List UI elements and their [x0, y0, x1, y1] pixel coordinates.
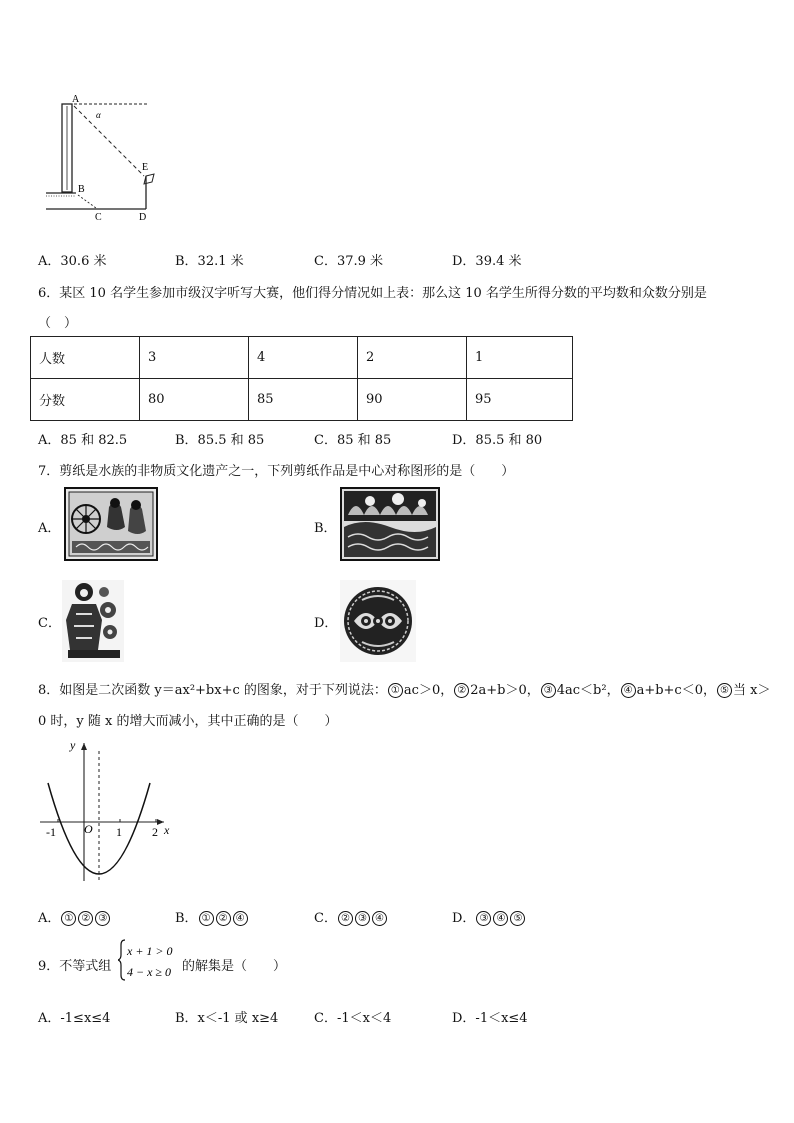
- claim-number: ②: [216, 911, 231, 926]
- q7-option-a-label[interactable]: A．: [38, 521, 61, 536]
- q6-question: 6．某区 10 名学生参加市级汉字听写大赛，他们得分情况如上表：那么这 10 名学生所得分数的平均数和众数分别是: [38, 286, 707, 301]
- label-alpha: α: [96, 110, 101, 120]
- q9-inequality-system: [118, 938, 180, 982]
- q8-intro: 8．如图是二次函数 y＝ax²+bx+c 的图象，对于下列说法：: [38, 683, 387, 698]
- q8-option-b[interactable]: [175, 907, 249, 926]
- table-row: [31, 337, 573, 379]
- claim-number: ③: [355, 911, 370, 926]
- table-cell: 1: [467, 337, 573, 379]
- claim-text: a+b+c＜0，: [636, 683, 716, 698]
- table-cell: 4: [249, 337, 358, 379]
- table-cell: 90: [358, 379, 467, 421]
- q6-option-c[interactable]: C．85 和 85: [314, 433, 392, 448]
- q9-option-a[interactable]: A．-1≤x≤4: [38, 1011, 111, 1026]
- q8-option-c[interactable]: [314, 907, 388, 926]
- q7-papercut-d[interactable]: [340, 580, 416, 662]
- claim-number: ④: [493, 911, 508, 926]
- table-row: [31, 379, 573, 421]
- claim-text: 2a+b＞0，: [470, 683, 540, 698]
- q7-papercut-a[interactable]: [64, 487, 158, 561]
- table-header-cell: 分数: [31, 379, 140, 421]
- option-letter: A．: [38, 911, 61, 926]
- q8-question-line2: 0 时，y 随 x 的增大而减小，其中正确的是（ ）: [38, 714, 338, 729]
- claim-number: ③: [541, 683, 556, 698]
- claim-number: ④: [621, 683, 636, 698]
- label-A: A: [72, 94, 80, 105]
- q6-score-table: [30, 336, 573, 421]
- q8-question-line1: [38, 679, 770, 698]
- q9-prefix: 9．不等式组: [38, 959, 112, 974]
- q9-option-c[interactable]: C．-1＜x＜4: [314, 1011, 392, 1026]
- claim-number: ②: [78, 911, 93, 926]
- claim-text: 4ac＜b²，: [556, 683, 620, 698]
- table-header-cell: 人数: [31, 337, 140, 379]
- q7-question: 7．剪纸是水族的非物质文化遗产之一，下列剪纸作品是中心对称图形的是（ ）: [38, 464, 515, 479]
- q8-parabola-graph: [36, 735, 176, 885]
- q7-option-c-label[interactable]: C．: [38, 616, 61, 631]
- claim-number: ①: [61, 911, 76, 926]
- q5-option-a[interactable]: A．30.6 米: [38, 254, 107, 269]
- claim-text: 当 x＞: [733, 683, 771, 698]
- tick-neg1: -1: [46, 825, 56, 839]
- q9-option-d[interactable]: D．-1＜x≤4: [452, 1011, 528, 1026]
- q7-papercut-b[interactable]: [340, 487, 440, 561]
- claim-number: ⑤: [510, 911, 525, 926]
- q7-option-b-label[interactable]: B．: [314, 521, 337, 536]
- option-letter: C．: [314, 911, 337, 926]
- claim-number: ②: [454, 683, 469, 698]
- claim-number: ①: [388, 683, 403, 698]
- q5-option-c[interactable]: C．37.9 米: [314, 254, 384, 269]
- label-E: E: [142, 162, 149, 173]
- tick-1: 1: [116, 825, 122, 839]
- tick-2: 2: [152, 825, 158, 839]
- claim-number: ③: [95, 911, 110, 926]
- label-B: B: [78, 184, 85, 195]
- inequality-1: x + 1 > 0: [127, 944, 173, 958]
- table-cell: 95: [467, 379, 573, 421]
- q6-answer-blank: （ ）: [38, 316, 78, 331]
- claim-text: ac＞0，: [403, 683, 454, 698]
- claim-number: ②: [338, 911, 353, 926]
- axis-label-y: y: [70, 738, 76, 752]
- label-D: D: [139, 212, 147, 223]
- table-cell: 3: [140, 337, 249, 379]
- q6-option-b[interactable]: B．85.5 和 85: [175, 433, 265, 448]
- table-cell: 2: [358, 337, 467, 379]
- q6-option-a[interactable]: A．85 和 82.5: [38, 433, 128, 448]
- claim-number: ④: [372, 911, 387, 926]
- claim-number: ⑤: [717, 683, 732, 698]
- table-cell: 80: [140, 379, 249, 421]
- q8-option-d[interactable]: [452, 907, 526, 926]
- q7-option-d-label[interactable]: D．: [314, 616, 338, 631]
- option-letter: B．: [175, 911, 198, 926]
- claim-number: ①: [199, 911, 214, 926]
- q9-suffix: 的解集是（ ）: [182, 959, 287, 974]
- axis-label-x: x: [164, 823, 170, 837]
- q5-figure: [40, 90, 170, 225]
- inequality-2: 4 − x ≥ 0: [127, 965, 172, 979]
- origin-label: O: [84, 822, 93, 836]
- q6-option-d[interactable]: D．85.5 和 80: [452, 433, 543, 448]
- q7-papercut-c[interactable]: [62, 580, 124, 662]
- claim-number: ④: [233, 911, 248, 926]
- option-letter: D．: [452, 911, 476, 926]
- label-C: C: [95, 212, 102, 223]
- q5-option-b[interactable]: B．32.1 米: [175, 254, 244, 269]
- q9-option-b[interactable]: B．x＜-1 或 x≥4: [175, 1011, 279, 1026]
- q5-option-d[interactable]: D．39.4 米: [452, 254, 522, 269]
- claim-number: ③: [476, 911, 491, 926]
- q8-option-a[interactable]: [38, 907, 111, 926]
- table-cell: 85: [249, 379, 358, 421]
